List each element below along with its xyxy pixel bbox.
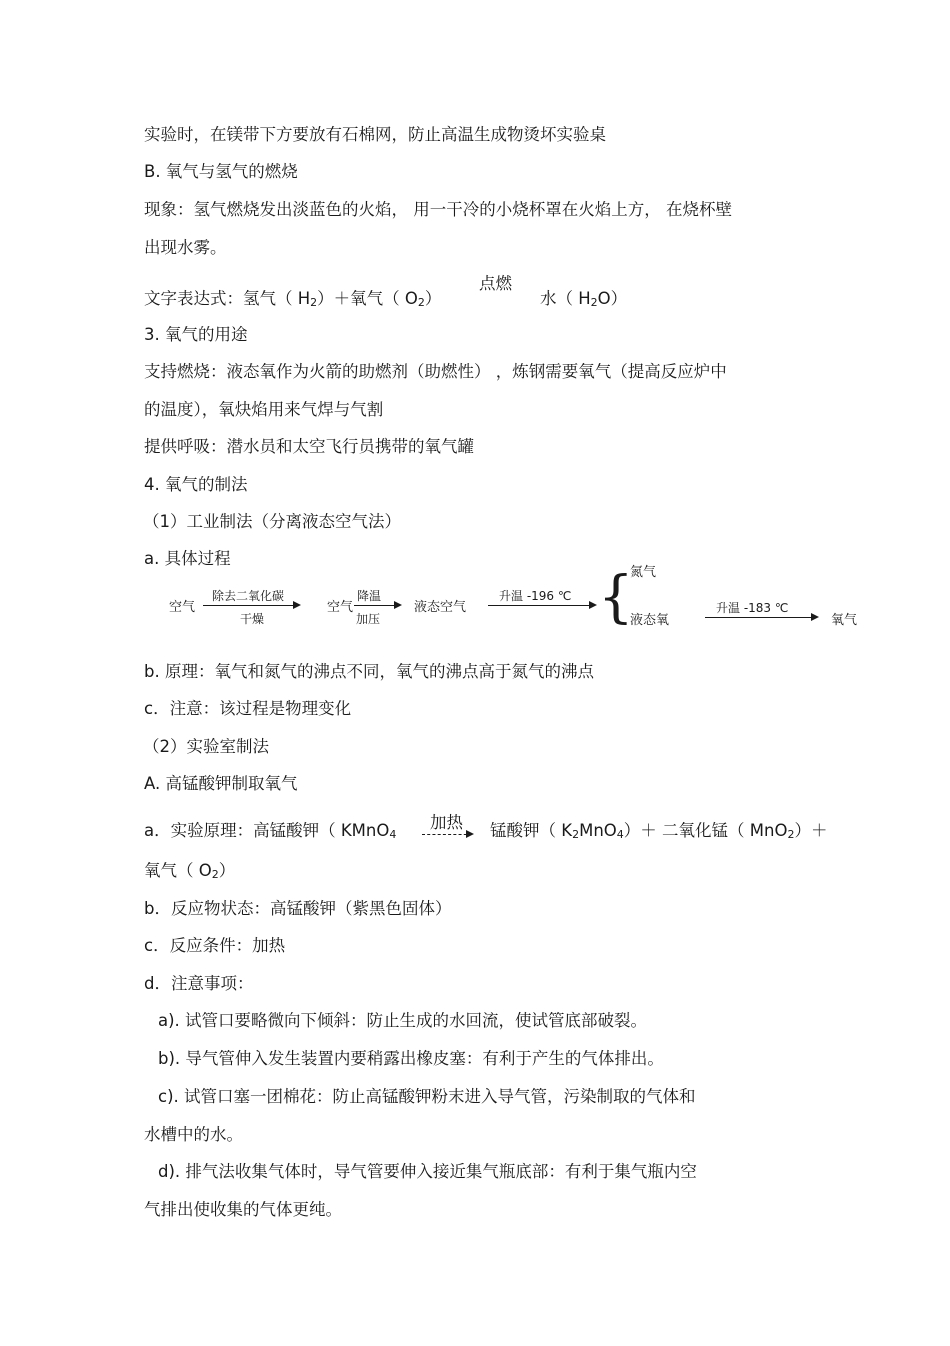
reaction-arrow bbox=[422, 834, 472, 835]
section-a-heading: A. 高锰酸钾制取氧气 bbox=[144, 774, 298, 793]
section-3-heading: 3. 氧气的用途 bbox=[144, 325, 248, 344]
equation-part-a: a．实验原理：高锰酸钾（ KMnO bbox=[144, 821, 390, 840]
flow-step2-label-bottom: 加压 bbox=[356, 612, 381, 626]
subscript: 2 bbox=[572, 828, 580, 841]
equation-part-b: 锰酸钾（ K bbox=[490, 821, 573, 840]
text-line-support-combustion-cont: 的温度），氧炔焰用来气焊与气割 bbox=[144, 400, 384, 419]
subsection-industrial: （1）工业制法（分离液态空气法） bbox=[143, 512, 401, 531]
subscript: 2 bbox=[211, 868, 219, 881]
subscript: 4 bbox=[389, 828, 397, 841]
equation-reactants-b: ）＋氧气（ O bbox=[317, 289, 418, 308]
equation-product-b: O） bbox=[597, 289, 628, 308]
equation-product-a: 水（ H bbox=[540, 289, 591, 308]
equation-oxygen-a: 氧气（ O bbox=[144, 861, 212, 880]
subscript: 2 bbox=[787, 828, 795, 841]
equation-part-e: ）＋ bbox=[794, 821, 828, 840]
equation-reactants-c: ） bbox=[424, 289, 442, 308]
word-equation-hydrogen bbox=[144, 288, 441, 314]
subscript: 2 bbox=[590, 296, 598, 309]
text-line-1: 实验时，在镁带下方要放有石棉网，防止高温生成物烫坏实验桌 bbox=[144, 125, 606, 144]
precaution-c: c). 试管口塞一团棉花：防止高锰酸钾粉末进入导气管，污染制取的气体和 bbox=[158, 1087, 696, 1106]
equation-products bbox=[490, 820, 827, 846]
flow-node-oxygen: 氧气 bbox=[831, 613, 858, 628]
precaution-b: b). 导气管伸入发生装置内要稍露出橡皮塞：有利于产生的气体排出。 bbox=[158, 1049, 664, 1068]
text-line-principle: b. 原理：氧气和氮气的沸点不同，氧气的沸点高于氮气的沸点 bbox=[144, 662, 594, 681]
equation-part-c: MnO bbox=[579, 821, 617, 840]
section-b-heading: B. 氧气与氢气的燃烧 bbox=[144, 162, 298, 181]
equation-oxygen-product bbox=[144, 860, 235, 886]
flow-node-air-2: 空气 bbox=[327, 600, 354, 615]
flow-arrow-2 bbox=[354, 605, 400, 606]
subscript: 2 bbox=[417, 296, 425, 309]
text-line-phenomenon-cont: 出现水雾。 bbox=[144, 238, 227, 257]
text-line-reactant-state: b．反应物状态：高锰酸钾（紫黑色固体） bbox=[144, 899, 452, 918]
text-line-support-combustion: 支持燃烧：液态氧作为火箭的助燃剂（助燃性） ，炼钢需要氧气（提高反应炉中 bbox=[144, 362, 727, 381]
text-line-phenomenon: 现象：氢气燃烧发出淡蓝色的火焰， 用一干冷的小烧杯罩在火焰上方， 在烧杯壁 bbox=[144, 200, 732, 219]
flow-arrow-1 bbox=[203, 605, 299, 606]
text-line-note: c．注意：该过程是物理变化 bbox=[144, 699, 352, 718]
reaction-condition-ignite: 点燃 bbox=[479, 274, 512, 293]
flow-arrow-3 bbox=[488, 605, 595, 606]
reaction-condition-heat: 加热 bbox=[430, 813, 463, 832]
flow-node-air: 空气 bbox=[169, 600, 196, 615]
section-4-heading: 4. 氧气的制法 bbox=[144, 475, 248, 494]
subscript: 4 bbox=[616, 828, 624, 841]
flow-node-liquid-oxygen: 液态氧 bbox=[630, 613, 670, 628]
text-line-reaction-condition: c．反应条件：加热 bbox=[144, 936, 286, 955]
flow-arrow-4 bbox=[705, 617, 817, 618]
subscript: 2 bbox=[310, 296, 318, 309]
word-equation-kmno4 bbox=[144, 820, 396, 846]
text-line-respiration: 提供呼吸：潜水员和太空飞行员携带的氧气罐 bbox=[144, 437, 474, 456]
subsection-laboratory: （2）实验室制法 bbox=[143, 737, 269, 756]
equation-product-water bbox=[540, 288, 627, 314]
text-line-process: a. 具体过程 bbox=[144, 549, 231, 568]
flow-step1-label-top: 除去二氧化碳 bbox=[212, 589, 285, 603]
flow-step4-label: 升温 -183 ℃ bbox=[716, 601, 789, 615]
equation-part-d: ）＋ 二氧化锰（ MnO bbox=[623, 821, 788, 840]
precaution-d: d). 排气法收集气体时，导气管要伸入接近集气瓶底部：有利于集气瓶内空 bbox=[158, 1162, 697, 1181]
text-line-precautions: d．注意事项： bbox=[144, 974, 254, 993]
precaution-d-cont: 气排出使收集的气体更纯。 bbox=[144, 1200, 342, 1219]
branch-brace-icon: { bbox=[598, 565, 634, 630]
flow-step1-label-bottom: 干燥 bbox=[240, 612, 265, 626]
flow-node-liquid-air: 液态空气 bbox=[414, 600, 467, 615]
flow-step2-label-top: 降温 bbox=[357, 589, 382, 603]
equation-oxygen-b: ） bbox=[218, 861, 236, 880]
precaution-c-cont: 水槽中的水。 bbox=[144, 1125, 243, 1144]
flow-step3-label: 升温 -196 ℃ bbox=[499, 589, 572, 603]
precaution-a: a). 试管口要略微向下倾斜：防止生成的水回流，使试管底部破裂。 bbox=[158, 1011, 648, 1030]
equation-reactants-a: 文字表达式：氢气（ H bbox=[144, 289, 311, 308]
flow-node-nitrogen: 氮气 bbox=[630, 565, 657, 580]
